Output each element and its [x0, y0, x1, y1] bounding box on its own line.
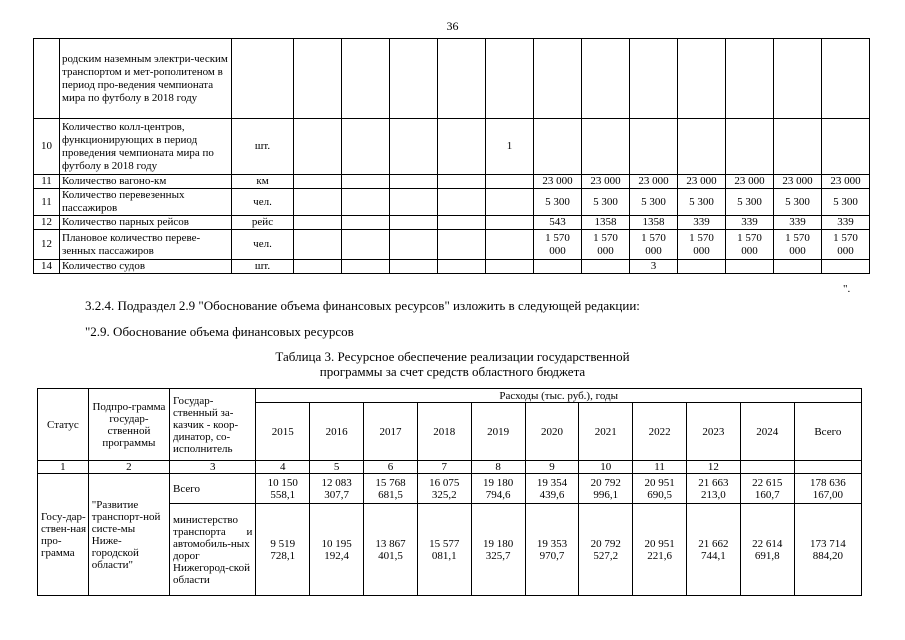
total-value: 19 354 439,6: [525, 474, 579, 504]
indicator-name: Количество судов: [60, 260, 232, 274]
column-number: [794, 461, 861, 474]
row-number: 11: [34, 175, 60, 189]
program-cell: "Развитие транспорт-ной систе-мы Ниже-городской области": [88, 474, 169, 596]
value-cell: 543: [534, 216, 582, 230]
value-cell: 23 000: [678, 175, 726, 189]
total-value: 20 792 996,1: [579, 474, 633, 504]
year-header: 2017: [364, 403, 418, 461]
column-number: 5: [310, 461, 364, 474]
value-cell: 1 570 000: [582, 230, 630, 260]
value-cell: 1 570 000: [822, 230, 870, 260]
table-row: [34, 260, 870, 274]
total-value: 20 951 690,5: [633, 474, 687, 504]
value-cell: 23 000: [630, 175, 678, 189]
value-cell: [822, 119, 870, 175]
value-cell: [390, 119, 438, 175]
value-cell: 23 000: [582, 175, 630, 189]
ministry-value: 20 792 527,2: [579, 504, 633, 596]
year-header: 2024: [740, 403, 794, 461]
value-cell: [390, 260, 438, 274]
row-number: [34, 39, 60, 119]
ministry-value: 19 180 325,7: [471, 504, 525, 596]
column-number: 8: [471, 461, 525, 474]
status-cell: Госу-дар-ствен-ная про-грамма: [38, 474, 89, 596]
value-cell: 1 570 000: [678, 230, 726, 260]
value-cell: 1: [486, 119, 534, 175]
header-subprogram: Подпро-грамма государ-ственной программы: [88, 389, 169, 461]
total-value: 21 663 213,0: [687, 474, 741, 504]
total-value: 15 768 681,5: [364, 474, 418, 504]
value-cell: [582, 39, 630, 119]
column-number: 11: [633, 461, 687, 474]
value-cell: [630, 119, 678, 175]
value-cell: [534, 119, 582, 175]
row-number: 14: [34, 260, 60, 274]
table-row: [34, 216, 870, 230]
indicator-name: Количество перевезенных пассажиров: [60, 189, 232, 216]
ministry-value: 20 951 221,6: [633, 504, 687, 596]
unit-cell: км: [232, 175, 294, 189]
header-expenses: Расходы (тыс. руб.), годы: [256, 389, 862, 403]
value-cell: [294, 119, 342, 175]
value-cell: 1 570 000: [630, 230, 678, 260]
value-cell: [294, 230, 342, 260]
header-customer: Государ-ственный за-казчик - коор-динатор, со-исполнитель: [170, 389, 256, 461]
value-cell: 3: [630, 260, 678, 274]
value-cell: [486, 39, 534, 119]
value-cell: [726, 119, 774, 175]
value-cell: [678, 119, 726, 175]
total-value: 12 083 307,7: [310, 474, 364, 504]
value-cell: [438, 189, 486, 216]
value-cell: [390, 216, 438, 230]
value-cell: [438, 39, 486, 119]
value-cell: [486, 175, 534, 189]
column-number: 2: [88, 461, 169, 474]
value-cell: 5 300: [822, 189, 870, 216]
ministry-value: 21 662 744,1: [687, 504, 741, 596]
total-value: 16 075 325,2: [417, 474, 471, 504]
table-row: [34, 175, 870, 189]
ministry-label: министерство транспорта и автомобиль-ных дорог Нижегород-ской области: [170, 504, 256, 596]
paragraph-3-2-4: 3.2.4. Подраздел 2.9 "Обоснование объема финансовых ресурсов" изложить в следующей редакции:: [85, 298, 640, 313]
ministry-value: 15 577 081,1: [417, 504, 471, 596]
value-cell: [582, 119, 630, 175]
row-number: 10: [34, 119, 60, 175]
unit-cell: чел.: [232, 189, 294, 216]
total-value: 22 615 160,7: [740, 474, 794, 504]
table-row: [34, 39, 870, 119]
value-cell: 339: [678, 216, 726, 230]
total-label: Всего: [170, 474, 256, 504]
value-cell: 5 300: [726, 189, 774, 216]
indicators-table: [33, 38, 870, 274]
value-cell: [438, 216, 486, 230]
indicator-name: родским наземным электри-ческим транспортом и мет-рополитеном в период про-ведения чемпионата мира по футболу в 2018 году: [60, 39, 232, 119]
value-cell: [486, 260, 534, 274]
value-cell: [534, 260, 582, 274]
value-cell: [438, 119, 486, 175]
value-cell: 23 000: [534, 175, 582, 189]
value-cell: 5 300: [678, 189, 726, 216]
value-cell: 23 000: [822, 175, 870, 189]
indicator-name: Количество вагоно-км: [60, 175, 232, 189]
table-caption-line-1: Таблица 3. Ресурсное обеспечение реализации государственной: [275, 349, 630, 364]
value-cell: [390, 39, 438, 119]
value-cell: 5 300: [774, 189, 822, 216]
indicator-name: Количество колл-центров, функционирующих в период проведения чемпионата мира по футболу в 2018 году: [60, 119, 232, 175]
header-status: Статус: [38, 389, 89, 461]
ministry-value: 10 195 192,4: [310, 504, 364, 596]
column-number: 9: [525, 461, 579, 474]
year-header: 2022: [633, 403, 687, 461]
ministry-value: 22 614 691,8: [740, 504, 794, 596]
unit-cell: шт.: [232, 260, 294, 274]
value-cell: [294, 175, 342, 189]
table-row: [34, 189, 870, 216]
value-cell: 23 000: [774, 175, 822, 189]
unit-cell: шт.: [232, 119, 294, 175]
value-cell: [582, 260, 630, 274]
row-number: 11: [34, 189, 60, 216]
value-cell: [294, 39, 342, 119]
value-cell: [342, 260, 390, 274]
value-cell: [486, 230, 534, 260]
year-header: 2023: [687, 403, 741, 461]
year-header: 2018: [417, 403, 471, 461]
year-header: 2015: [256, 403, 310, 461]
row-number: 12: [34, 230, 60, 260]
page-number: 36: [446, 19, 459, 33]
total-value: 10 150 558,1: [256, 474, 310, 504]
value-cell: [342, 175, 390, 189]
value-cell: [438, 260, 486, 274]
ministry-value: 13 867 401,5: [364, 504, 418, 596]
value-cell: [726, 260, 774, 274]
ministry-value: 9 519 728,1: [256, 504, 310, 596]
table-caption: [0, 349, 905, 379]
section-heading: "2.9. Обоснование объема финансовых ресурсов: [85, 324, 354, 339]
value-cell: [438, 230, 486, 260]
value-cell: [390, 175, 438, 189]
value-cell: [294, 260, 342, 274]
value-cell: [774, 119, 822, 175]
column-number: 7: [417, 461, 471, 474]
value-cell: [342, 216, 390, 230]
column-number: 4: [256, 461, 310, 474]
value-cell: [486, 189, 534, 216]
indicator-name: Количество парных рейсов: [60, 216, 232, 230]
value-cell: [678, 260, 726, 274]
year-header: 2021: [579, 403, 633, 461]
value-cell: 1358: [630, 216, 678, 230]
year-header: 2020: [525, 403, 579, 461]
unit-cell: чел.: [232, 230, 294, 260]
value-cell: [342, 230, 390, 260]
year-header: 2016: [310, 403, 364, 461]
value-cell: [294, 189, 342, 216]
closing-quote: ".: [843, 283, 851, 295]
value-cell: [342, 189, 390, 216]
value-cell: 339: [822, 216, 870, 230]
ministry-value: 173 714 884,20: [794, 504, 861, 596]
unit-cell: рейс: [232, 216, 294, 230]
column-number: [740, 461, 794, 474]
value-cell: 5 300: [582, 189, 630, 216]
value-cell: [726, 39, 774, 119]
ministry-value: 19 353 970,7: [525, 504, 579, 596]
table-row: [34, 119, 870, 175]
value-cell: [822, 39, 870, 119]
value-cell: 1 570 000: [726, 230, 774, 260]
column-number: 3: [170, 461, 256, 474]
column-number: 10: [579, 461, 633, 474]
value-cell: 5 300: [630, 189, 678, 216]
value-cell: 1 570 000: [774, 230, 822, 260]
value-cell: [630, 39, 678, 119]
total-value: 178 636 167,00: [794, 474, 861, 504]
column-number: 12: [687, 461, 741, 474]
value-cell: 339: [774, 216, 822, 230]
value-cell: [390, 189, 438, 216]
value-cell: 5 300: [534, 189, 582, 216]
unit-cell: [232, 39, 294, 119]
value-cell: 1 570 000: [534, 230, 582, 260]
table-caption-line-2: программы за счет средств областного бюджета: [319, 364, 586, 379]
value-cell: 1358: [582, 216, 630, 230]
row-number: 12: [34, 216, 60, 230]
value-cell: [678, 39, 726, 119]
value-cell: [438, 175, 486, 189]
value-cell: [774, 260, 822, 274]
total-value: 19 180 794,6: [471, 474, 525, 504]
column-number: 1: [38, 461, 89, 474]
resource-table: [37, 388, 862, 596]
year-header: 2019: [471, 403, 525, 461]
table-row: [34, 230, 870, 260]
value-cell: [294, 216, 342, 230]
value-cell: [822, 260, 870, 274]
value-cell: 339: [726, 216, 774, 230]
value-cell: [486, 216, 534, 230]
indicator-name: Плановое количество переве-зенных пассажиров: [60, 230, 232, 260]
value-cell: [342, 119, 390, 175]
column-number: 6: [364, 461, 418, 474]
value-cell: [774, 39, 822, 119]
year-header: Всего: [794, 403, 861, 461]
value-cell: [390, 230, 438, 260]
value-cell: [342, 39, 390, 119]
value-cell: [534, 39, 582, 119]
value-cell: 23 000: [726, 175, 774, 189]
